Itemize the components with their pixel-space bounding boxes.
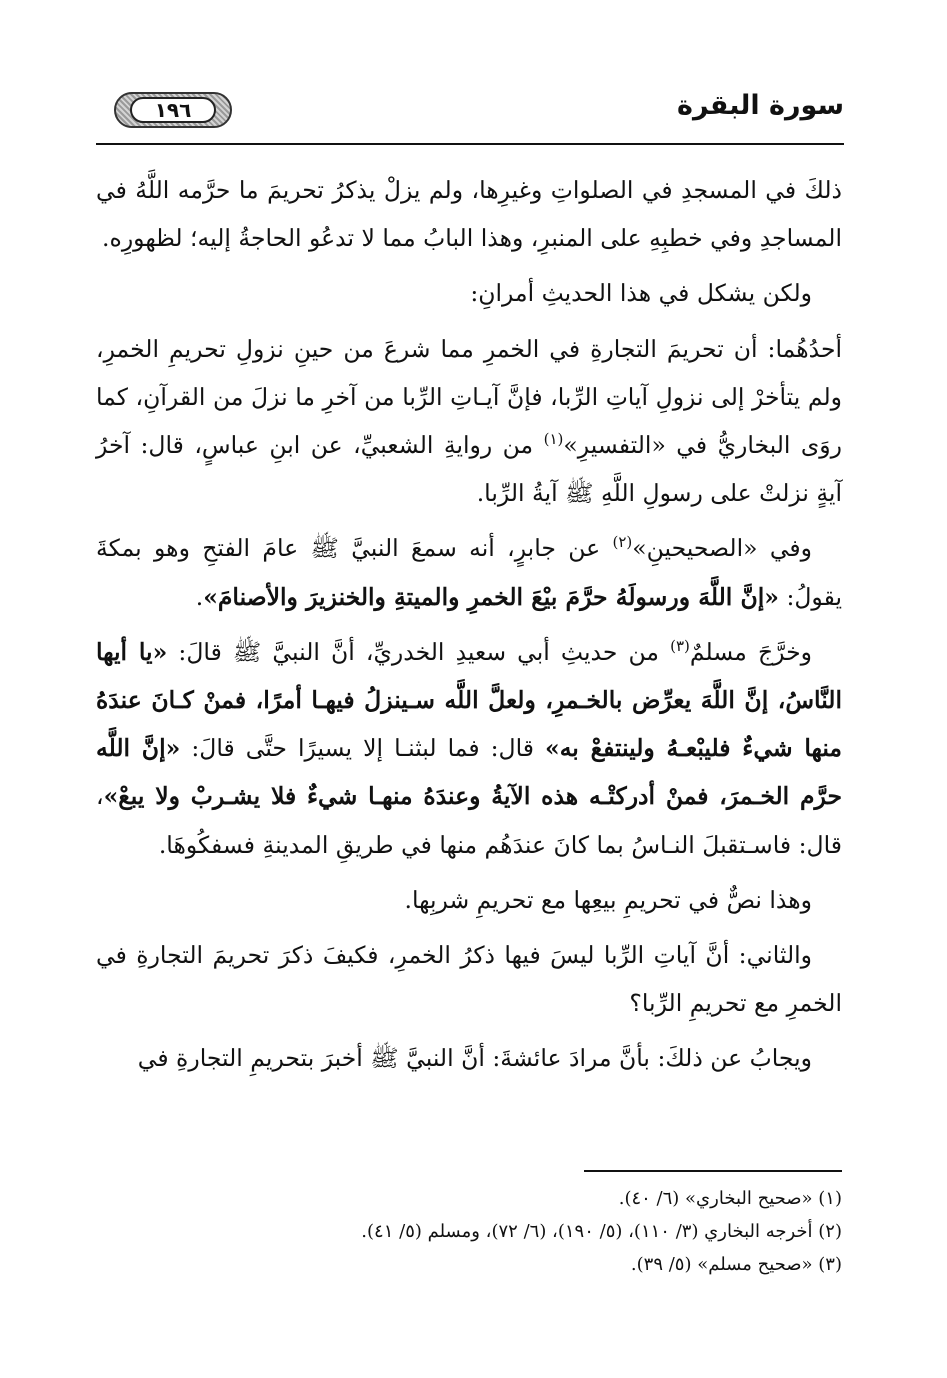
hadith-quote: «إنَّ اللَّه حرَّم الخـمرَ، فمنْ أدركتْـه هذه الآيةُ وعندَهُ منهـا شيءٌ فلا يشـربْ ولا يبعْ» xyxy=(96,734,842,811)
paragraph-text: وهذا نصٌّ في تحريمِ بيعِها مع تحريمِ شربِها. xyxy=(404,885,812,914)
paragraph-text: . xyxy=(195,582,204,611)
footnote-1: (١) «صحيح البخاري» (٦/ ٤٠). xyxy=(618,1188,842,1209)
paragraph-text: ويجابُ عن ذلكَ: بأنَّ مرادَ عائشةَ: أنَّ النبيَّ ﷺ أخبرَ بتحريمِ التجارةِ في xyxy=(137,1044,812,1073)
hadith-quote: «يا أيها النَّاسُ، إنَّ اللَّهَ يعرِّض بالخـمرِ، ولعلَّ اللَّه سـينزلُ فيهـا أمرًا، فمنْ كـانَ عندَهُ منها شيءٌ فليبْعـهُ ولينتفعْ به» xyxy=(96,637,843,763)
paragraph-text: والثاني: أنَّ آياتِ الرِّبا ليسَ فيها ذكرُ الخمرِ، فكيفَ ذكرَ تحريمَ التجارةِ في الخمرِ مع تحريمِ الرِّبا؟ xyxy=(96,941,842,1018)
paragraph-text: أحدُهُما: أن تحريمَ التجارةِ في الخمرِ مما شرعَ من حينِ نزولِ تحريمِ الخمرِ، ولم يتأخرْ إلى نزولِ آياتِ الرِّبا، فإنَّ آيـاتِ الرِّبا من آخرِ ما نزلَ من القرآنِ، كما روَى البخاريُّ في «التفسيرِ» xyxy=(96,334,842,460)
paragraph-text: وخرَّجَ مسلمٌ xyxy=(689,637,813,666)
page-number-badge xyxy=(114,92,232,128)
main-text xyxy=(96,166,842,1090)
footnote-ref-1: (١) xyxy=(543,430,564,449)
paragraph-text: ، قال: فاسـتقبلَ النـاسُ بما كانَ عندَهُم منها في طريقِ المدينةِ فسفكُوهَا. xyxy=(96,782,842,859)
paragraph-text: ذلكَ في المسجدِ في الصلواتِ وغيرِها، ولم يزلْ يذكرُ تحريمَ ما حرَّمه اللَّهُ في المساجدِ وفي خطبِهِ على المنبرِ، وهذا البابُ مما لا تدعُو الحاجةُ إليه؛ لظهورِه. xyxy=(96,176,842,253)
footnotes xyxy=(96,1182,842,1281)
paragraph-text: قال: فما لبثنـا إلا يسيرًا حتَّى قالَ: xyxy=(180,734,546,763)
paragraph-4 xyxy=(96,524,842,620)
paragraph-text: وفي «الصحيحينِ» xyxy=(632,534,813,563)
paragraph-8 xyxy=(96,1034,842,1082)
paragraph-3 xyxy=(96,325,842,518)
footnote-ref-3: (٣) xyxy=(670,637,690,655)
paragraph-text: عن جابرٍ، أنه سمعَ النبيَّ ﷺ عامَ الفتحِ وهو بمكةَ يقولُ: xyxy=(96,534,842,611)
footnote-3: (٣) «صحيح مسلم» (٥/ ٣٩). xyxy=(630,1254,842,1275)
paragraph-text: من روايةِ الشعبيِّ، عن ابنِ عباسٍ، قال: آخرُ آيةٍ نزلتْ على رسولِ اللَّهِ ﷺ آيةُ الرِّبا. xyxy=(96,431,842,508)
footnote-divider xyxy=(584,1170,842,1172)
paragraph-1 xyxy=(96,166,842,262)
page-header xyxy=(96,88,844,140)
footnote-2: (٢) أخرجه البخاري (٣/ ١١٠)، (٥/ ١٩٠)، (٦/ ٧٢)، ومسلم (٥/ ٤١). xyxy=(361,1221,842,1242)
header-divider xyxy=(96,143,844,145)
paragraph-text: من حديثِ أبي سعيدِ الخدريِّ، أنَّ النبيَّ ﷺ قالَ: xyxy=(167,637,671,666)
paragraph-7 xyxy=(96,931,842,1027)
footnote-ref-2: (٢) xyxy=(612,533,633,552)
hadith-quote: «إنَّ اللَّهَ ورسولَهُ حرَّمَ بيْعَ الخمرِ والميتةِ والخنزيرَ والأصنامَ» xyxy=(203,582,779,611)
paragraph-6 xyxy=(96,876,842,924)
page-number: ١٩٦ xyxy=(130,97,216,123)
surah-title: سورة البقرة xyxy=(677,90,844,121)
paragraph-text: ولكن يشكل في هذا الحديثِ أمرانِ: xyxy=(470,279,812,308)
paragraph-5 xyxy=(96,628,842,869)
paragraph-2 xyxy=(96,269,842,317)
